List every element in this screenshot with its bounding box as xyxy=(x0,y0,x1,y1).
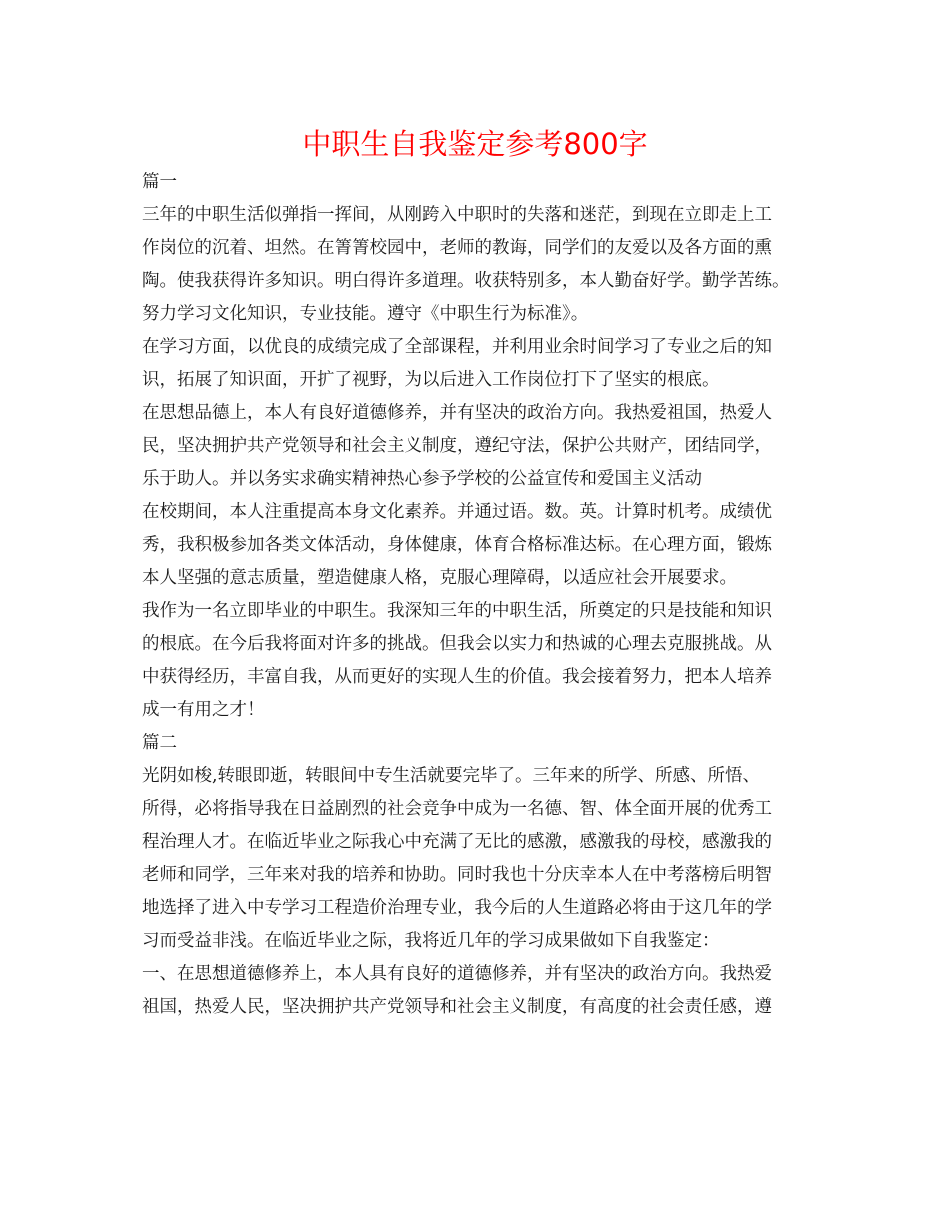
text-line: 秀，我积极参加各类文体活动，身体健康，体育合格标准达标。在心理方面，锻炼 xyxy=(142,535,772,555)
text-line: 中获得经历，丰富自我，从而更好的实现人生的价值。我会接着努力，把本人培养 xyxy=(142,667,772,687)
text-line: 陶。使我获得许多知识。明白得许多道理。收获特别多，本人勤奋好学。勤学苦练。 xyxy=(142,271,790,291)
text-line: 在思想品德上，本人有良好道德修养，并有坚决的政治方向。我热爱祖国，热爱人 xyxy=(142,403,772,423)
text-line: 成一有用之才！ xyxy=(142,700,265,720)
text-line: 努力学习文化知识，专业技能。遵守《中职生行为标准》。 xyxy=(142,304,589,324)
document-title: 中职生自我鉴定参考800字 xyxy=(302,127,648,161)
text-line: 在校期间，本人注重提高本身文化素养。并通过语。数。英。计算时机考。成绩优 xyxy=(142,502,772,522)
text-line: 祖国，热爱人民，坚决拥护共产党领导和社会主义制度，有高度的社会责任感，遵 xyxy=(142,997,772,1017)
text-line: 民，坚决拥护共产党领导和社会主义制度，遵纪守法，保护公共财产，团结同学， xyxy=(142,436,772,456)
section-heading: 篇一 xyxy=(142,172,177,192)
text-line: 作岗位的沉着、坦然。在箐箐校园中，老师的教诲，同学们的友爱以及各方面的熏 xyxy=(142,238,772,258)
document-body xyxy=(142,166,832,1024)
text-line: 一、在思想道德修养上，本人具有良好的道德修养，并有坚决的政治方向。我热爱 xyxy=(142,964,772,984)
text-line: 在学习方面，以优良的成绩完成了全部课程，并利用业余时间学习了专业之后的知 xyxy=(142,337,772,357)
text-line: 乐于助人。并以务实求确实精神热心参予学校的公益宣传和爱国主义活动 xyxy=(142,469,702,489)
text-line: 识，拓展了知识面，开扩了视野，为以后进入工作岗位打下了坚实的根底。 xyxy=(142,370,720,390)
section-heading: 篇二 xyxy=(142,733,177,753)
text-line: 的根底。在今后我将面对许多的挑战。但我会以实力和热诚的心理去克服挑战。从 xyxy=(142,634,772,654)
text-line: 习而受益非浅。在临近毕业之际，我将近几年的学习成果做如下自我鉴定： xyxy=(142,931,720,951)
text-line: 光阴如梭,转眼即逝，转眼间中专生活就要完毕了。三年来的所学、所感、所悟、 xyxy=(142,766,761,786)
text-line: 地选择了进入中专学习工程造价治理专业，我今后的人生道路必将由于这几年的学 xyxy=(142,898,772,918)
text-line: 三年的中职生活似弹指一挥间，从刚跨入中职时的失落和迷茫，到现在立即走上工 xyxy=(142,205,772,225)
text-line: 老师和同学，三年来对我的培养和协助。同时我也十分庆幸本人在中考落榜后明智 xyxy=(142,865,772,885)
text-line: 本人坚强的意志质量，塑造健康人格，克服心理障碍，以适应社会开展要求。 xyxy=(142,568,737,588)
text-line: 我作为一名立即毕业的中职生。我深知三年的中职生活，所奠定的只是技能和知识 xyxy=(142,601,772,621)
text-line: 程治理人才。在临近毕业之际我心中充满了无比的感激，感激我的母校，感激我的 xyxy=(142,832,772,852)
text-line: 所得，必将指导我在日益剧烈的社会竞争中成为一名德、智、体全面开展的优秀工 xyxy=(142,799,772,819)
